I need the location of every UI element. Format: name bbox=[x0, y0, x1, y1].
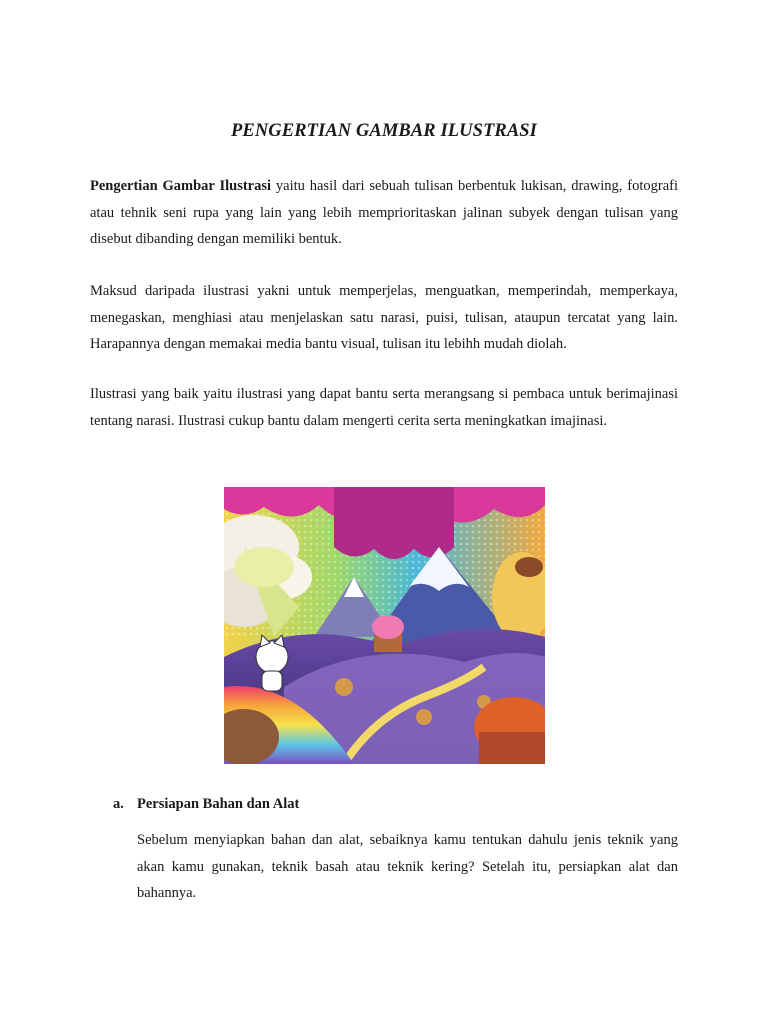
illustration-image bbox=[224, 487, 545, 764]
section-a-title: Persiapan Bahan dan Alat bbox=[137, 796, 300, 812]
section-a-heading bbox=[113, 796, 299, 813]
paragraph-good-illustration: Ilustrasi yang baik yaitu ilustrasi yang dapat bantu serta merangsang si pembaca untuk berimajinasi tentang narasi. Ilustrasi cukup bantu dalam mengerti cerita serta meningkatkan imajinasi. bbox=[90, 386, 678, 429]
paragraph-purpose: Maksud daripada ilustrasi yakni untuk memperjelas, menguatkan, memperindah, memperkaya, menegaskan, menghiasi atau menjelaskan satu narasi, puisi, tulisan, ataupun tercatat yang lain. Harapannya dengan memakai media bantu visual, tulisan itu lebihh mudah diolah. bbox=[90, 283, 678, 352]
page-title: PENGERTIAN GAMBAR ILUSTRASI bbox=[231, 121, 537, 141]
paragraph-definition bbox=[90, 173, 678, 253]
paragraph-section-a: Sebelum menyiapkan bahan dan alat, sebaiknya kamu tentukan dahulu jenis teknik yang akan kamu gunakan, teknik basah atau teknik kering? Setelah itu, persiapkan alat dan bahannya. bbox=[137, 832, 678, 901]
definition-lead-term: Pengertian Gambar Ilustrasi bbox=[90, 178, 272, 194]
definition-text: yaitu hasil dari sebuah tulisan berbentuk lukisan, drawing, fotografi atau tehnik seni rupa yang lain yang lebih memprioritaskan jalinan subyek dengan tulisan yang disebut dibanding dengan memiliki bentuk. bbox=[90, 178, 678, 247]
section-a-marker: a. bbox=[113, 796, 124, 812]
